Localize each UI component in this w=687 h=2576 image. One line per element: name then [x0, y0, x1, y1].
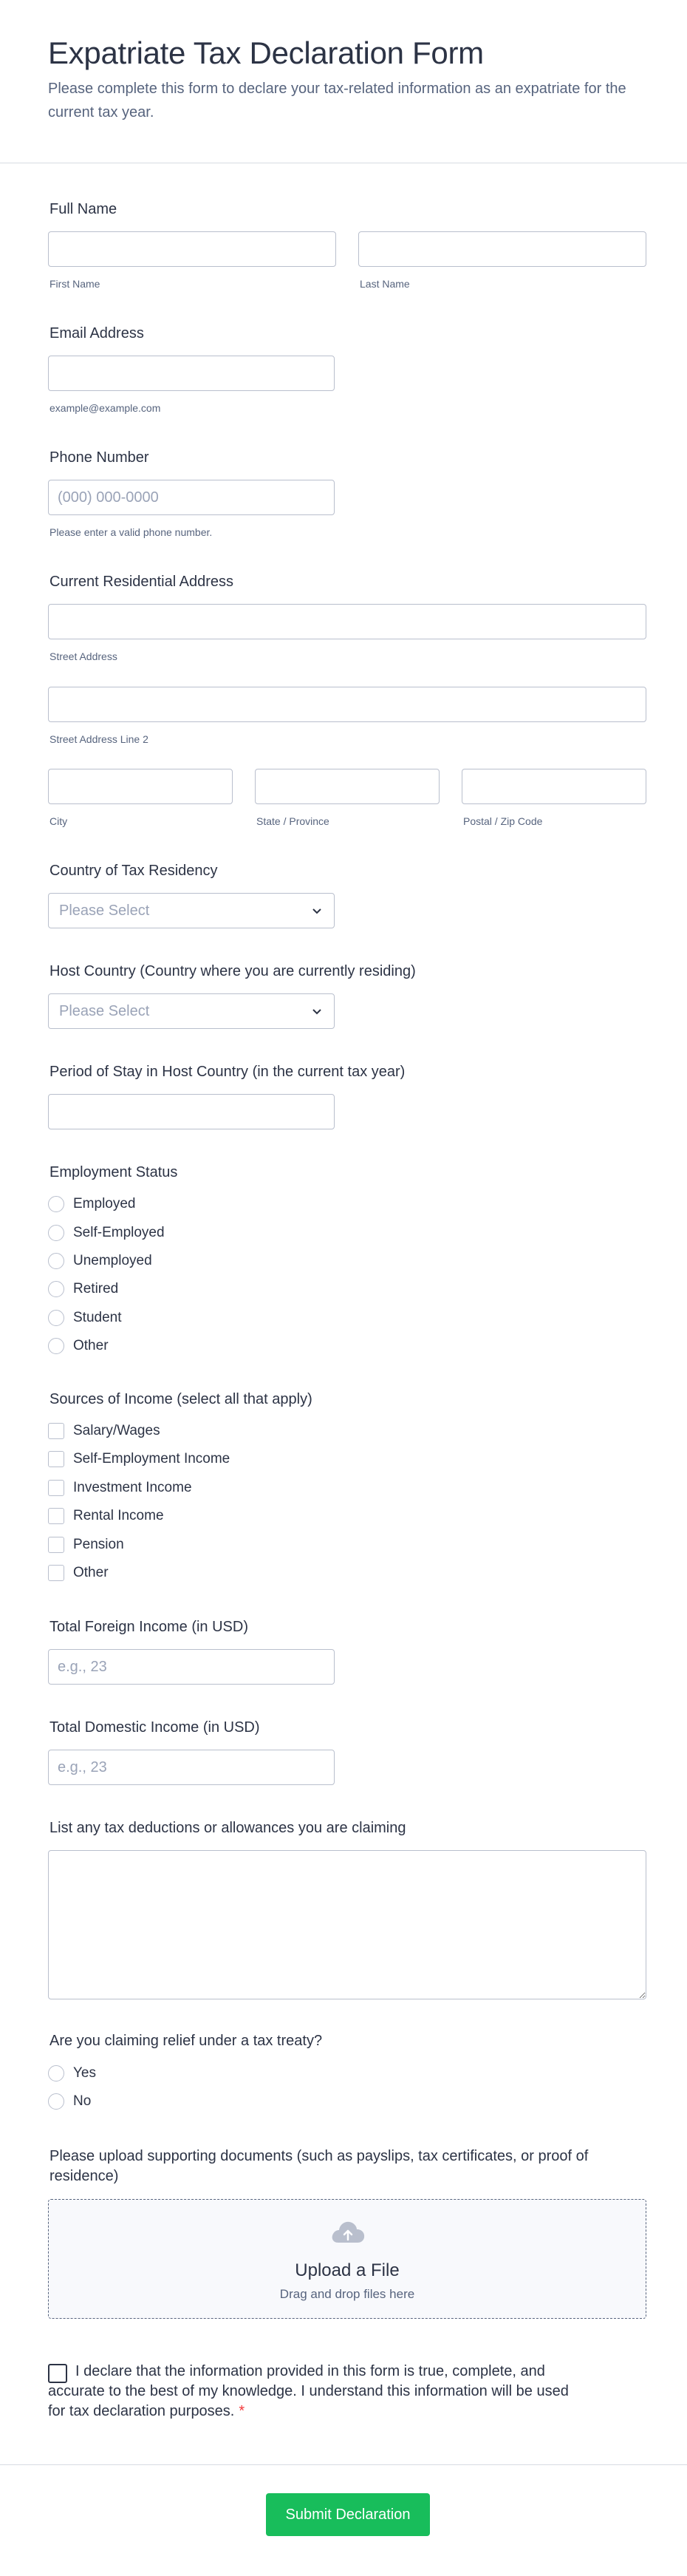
- income-source-option[interactable]: [48, 1448, 230, 1470]
- foreign-income-label: Total Foreign Income (in USD): [49, 1619, 248, 1635]
- file-upload-dropzone[interactable]: [48, 2199, 646, 2319]
- last-name-input[interactable]: [358, 231, 646, 267]
- street-address-sublabel: Street Address: [49, 650, 117, 662]
- upload-label: Please upload supporting documents (such as payslips, tax certificates, or proof of residence): [49, 2148, 589, 2184]
- phone-sublabel: Please enter a valid phone number.: [49, 526, 213, 538]
- domestic-income-label: Total Domestic Income (in USD): [49, 1719, 260, 1736]
- checkbox[interactable]: [48, 1565, 64, 1581]
- option-label: Rental Income: [73, 1508, 164, 1523]
- treaty-option-no[interactable]: [48, 2090, 91, 2113]
- employment-option[interactable]: [48, 1278, 118, 1300]
- zip-input[interactable]: [462, 769, 646, 804]
- treaty-label: Are you claiming relief under a tax treaty?: [49, 2033, 323, 2049]
- form-header: [0, 0, 687, 163]
- option-label: Self-Employed: [73, 1225, 165, 1240]
- email-input[interactable]: [48, 356, 335, 391]
- checkbox[interactable]: [48, 1508, 64, 1524]
- income-source-option[interactable]: [48, 1477, 192, 1499]
- host-country-label: Host Country (Country where you are currently residing): [49, 963, 416, 979]
- address-label: Current Residential Address: [49, 574, 234, 590]
- income-source-option[interactable]: [48, 1505, 164, 1527]
- employment-option[interactable]: [48, 1307, 122, 1329]
- employment-option[interactable]: [48, 1222, 165, 1244]
- full-name-label: Full Name: [49, 201, 117, 217]
- option-label: Salary/Wages: [73, 1423, 160, 1438]
- checkbox[interactable]: [48, 1451, 64, 1467]
- employment-status-label: Employment Status: [49, 1164, 178, 1180]
- employment-option[interactable]: [48, 1335, 109, 1357]
- checkbox[interactable]: [48, 1480, 64, 1496]
- deductions-textarea[interactable]: [48, 1850, 646, 1999]
- foreign-income-input[interactable]: [48, 1649, 335, 1685]
- submit-button[interactable]: Submit Declaration: [266, 2493, 430, 2536]
- street-address-input[interactable]: [48, 604, 646, 639]
- host-country-selected: Please Select: [59, 1002, 150, 1019]
- city-sublabel: City: [49, 815, 68, 827]
- required-asterisk: *: [239, 2403, 245, 2419]
- employment-option[interactable]: [48, 1250, 152, 1272]
- radio-button[interactable]: [48, 2065, 64, 2081]
- first-name-sublabel: First Name: [49, 278, 100, 290]
- cloud-upload-icon: [329, 2218, 366, 2247]
- option-label: Other: [73, 1338, 109, 1353]
- declaration-text: I declare that the information provided in this form is true, complete, and accurate to the best of my knowledge. I understand this information will be used for tax declaration purposes.: [48, 2363, 569, 2419]
- last-name-sublabel: Last Name: [360, 278, 410, 290]
- deductions-label: List any tax deductions or allowances you are claiming: [49, 1820, 406, 1836]
- page-title: Expatriate Tax Declaration Form: [48, 35, 484, 70]
- tax-residency-selected: Please Select: [59, 902, 150, 919]
- declaration-label: [48, 2362, 587, 2422]
- radio-button[interactable]: [48, 1338, 64, 1354]
- treaty-option-yes[interactable]: [48, 2062, 96, 2084]
- city-input[interactable]: [48, 769, 233, 804]
- period-of-stay-label: Period of Stay in Host Country (in the current tax year): [49, 1064, 406, 1080]
- first-name-input[interactable]: [48, 231, 336, 267]
- chevron-down-icon: [310, 904, 324, 917]
- income-source-option[interactable]: [48, 1534, 124, 1556]
- phone-input[interactable]: [48, 480, 335, 515]
- option-label: No: [73, 2093, 92, 2109]
- radio-button[interactable]: [48, 1225, 64, 1241]
- option-label: Pension: [73, 1537, 124, 1552]
- radio-button[interactable]: [48, 1196, 64, 1212]
- state-sublabel: State / Province: [256, 815, 329, 827]
- tax-residency-select[interactable]: [48, 893, 335, 928]
- radio-button[interactable]: [48, 1310, 64, 1326]
- income-sources-label: Sources of Income (select all that apply): [49, 1391, 312, 1407]
- chevron-down-icon: [310, 1005, 324, 1018]
- phone-label: Phone Number: [49, 449, 149, 466]
- zip-sublabel: Postal / Zip Code: [463, 815, 543, 827]
- street-address-line2-sublabel: Street Address Line 2: [49, 733, 148, 745]
- radio-button[interactable]: [48, 2093, 64, 2110]
- email-sublabel: example@example.com: [49, 402, 161, 414]
- option-label: Unemployed: [73, 1253, 152, 1268]
- radio-button[interactable]: [48, 1281, 64, 1297]
- employment-option[interactable]: [48, 1193, 136, 1215]
- street-address-line2-input[interactable]: [48, 687, 646, 722]
- option-label: Self-Employment Income: [73, 1451, 230, 1467]
- period-of-stay-input[interactable]: [48, 1094, 335, 1129]
- state-input[interactable]: [255, 769, 440, 804]
- checkbox[interactable]: [48, 1423, 64, 1439]
- tax-residency-label: Country of Tax Residency: [49, 863, 218, 879]
- income-source-option[interactable]: [48, 1562, 109, 1584]
- upload-title: Upload a File: [295, 2260, 400, 2280]
- upload-hint: Drag and drop files here: [279, 2287, 415, 2301]
- option-label: Employed: [73, 1196, 136, 1211]
- checkbox[interactable]: [48, 1537, 64, 1553]
- radio-button[interactable]: [48, 1253, 64, 1269]
- option-label: Investment Income: [73, 1480, 192, 1495]
- option-label: Yes: [73, 2065, 96, 2081]
- domestic-income-input[interactable]: [48, 1750, 335, 1785]
- page-subtitle: Please complete this form to declare your tax-related information as an expatriate for the current tax year.: [48, 81, 626, 120]
- host-country-select[interactable]: [48, 993, 335, 1029]
- income-source-option[interactable]: [48, 1420, 160, 1442]
- option-label: Student: [73, 1310, 122, 1325]
- email-label: Email Address: [49, 325, 144, 341]
- option-label: Retired: [73, 1281, 119, 1297]
- option-label: Other: [73, 1565, 109, 1580]
